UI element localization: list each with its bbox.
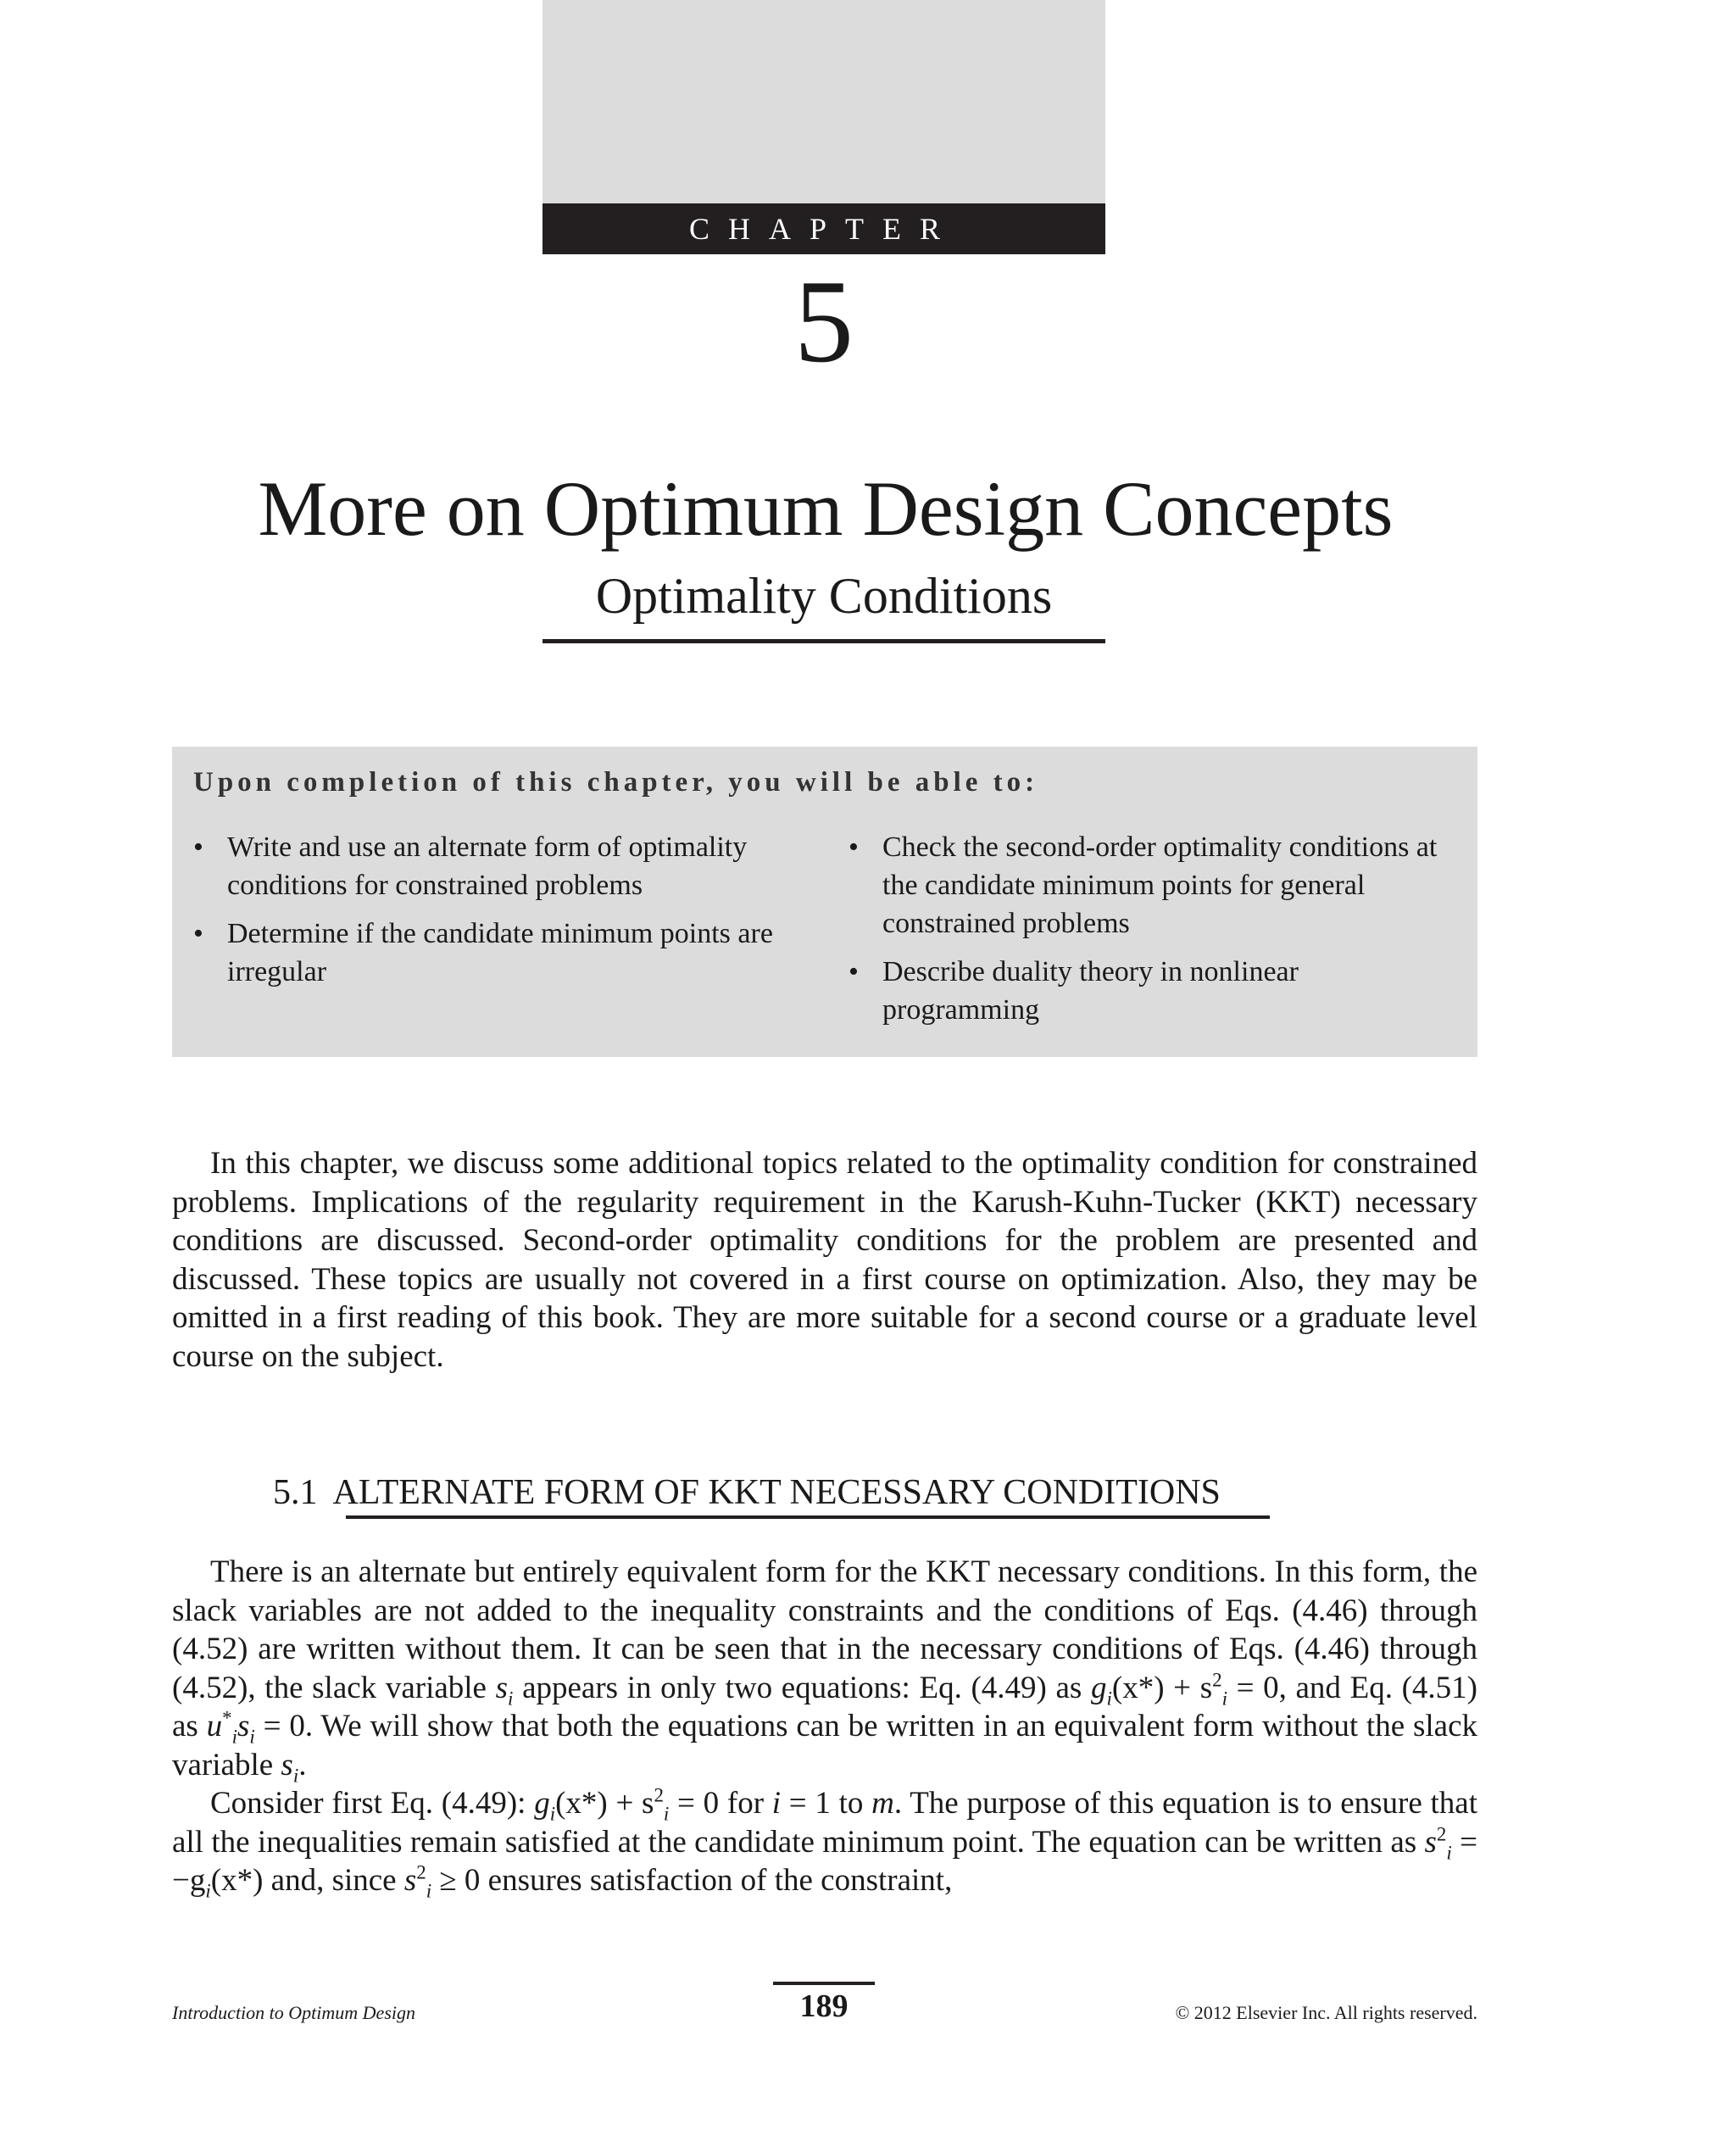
chapter-label: CHAPTER — [542, 203, 1105, 254]
section-title: ALTERNATE FORM OF KKT NECESSARY CONDITIONS — [332, 1473, 1221, 1512]
bullet-icon: • — [849, 831, 859, 863]
body-paragraph: There is an alternate but entirely equivalent form for the KKT necessary conditions. In this form, the slack variables are not added to the inequality constraints and the conditions of Eqs. (4.46) through (4.52) are written without them. It can be seen that in the necessary conditions of Eqs. (4.46) through (4.52), the slack variable $s_i$ appears in only two equations: Eq. (4.49) as $g_i(x*) + s^2_i = 0$, and Eq. (4.51) as $u^*_is_i = 0$. We will show that both the equations can be written in an equivalent form without the slack variable $s_i$. — [172, 1554, 1477, 1786]
chapter-number: 5 — [794, 256, 854, 387]
intro-paragraph: In this chapter, we discuss some additional topics related to the optimality condition for constrained problems. Implications of the regularity requirement in the Karush-Kuhn-Tucker (KKT) necessary conditions are discussed. Second-order optimality conditions for the problem are presented and discussed. These topics are usually not covered in a first course on optimization. Also, they may be omitted in a first reading of this book. They are more suitable for a second course or a graduate level course on the subject. — [172, 1146, 1477, 1374]
objectives-right-column — [849, 828, 1459, 1039]
section-body — [172, 1553, 1477, 1900]
bullet-icon: • — [193, 918, 203, 949]
chapter-subtitle: Optimality Conditions — [595, 568, 1053, 624]
title-divider — [542, 639, 1105, 643]
objectives-heading: Upon completion of this chapter, you will be able to: — [193, 767, 1039, 798]
body-paragraph: Consider first Eq. (4.49): $g_i(x*) + s^2_i = 0$ for i = 1 to m. The purpose of this equation is to ensure that all the inequalities remain satisfied at the candidate minimum point. The equation can be written as $s^2_i = -g_i(x*)$ and, since $s^2_i \ge 0$ ensures satisfaction of the constraint, — [172, 1784, 1477, 1902]
page-number-rule — [773, 1982, 875, 1985]
objective-item: • Describe duality theory in nonlinear programming — [849, 953, 1459, 1029]
section-number: 5.1 — [273, 1473, 318, 1512]
copyright-footer: © 2012 Elsevier Inc. All rights reserved. — [1175, 2002, 1477, 2023]
chapter-title: More on Optimum Design Concepts — [258, 465, 1394, 552]
chapter-header-block — [542, 0, 1105, 203]
objective-item: • Check the second-order optimality conditions at the candidate minimum points for general constrained problems — [849, 828, 1459, 943]
objectives-left-column — [193, 828, 804, 1001]
objective-item: • Write and use an alternate form of optimality conditions for constrained problems — [193, 828, 804, 904]
page-number: 189 — [799, 1988, 849, 2024]
bullet-icon: • — [193, 831, 203, 863]
section-underline — [346, 1515, 1270, 1519]
learning-objectives-box — [172, 747, 1477, 1057]
bullet-icon: • — [849, 956, 859, 987]
section-heading — [273, 1471, 1221, 1515]
objective-item: • Determine if the candidate minimum points are irregular — [193, 915, 804, 991]
book-title-footer: Introduction to Optimum Design — [172, 2002, 415, 2023]
